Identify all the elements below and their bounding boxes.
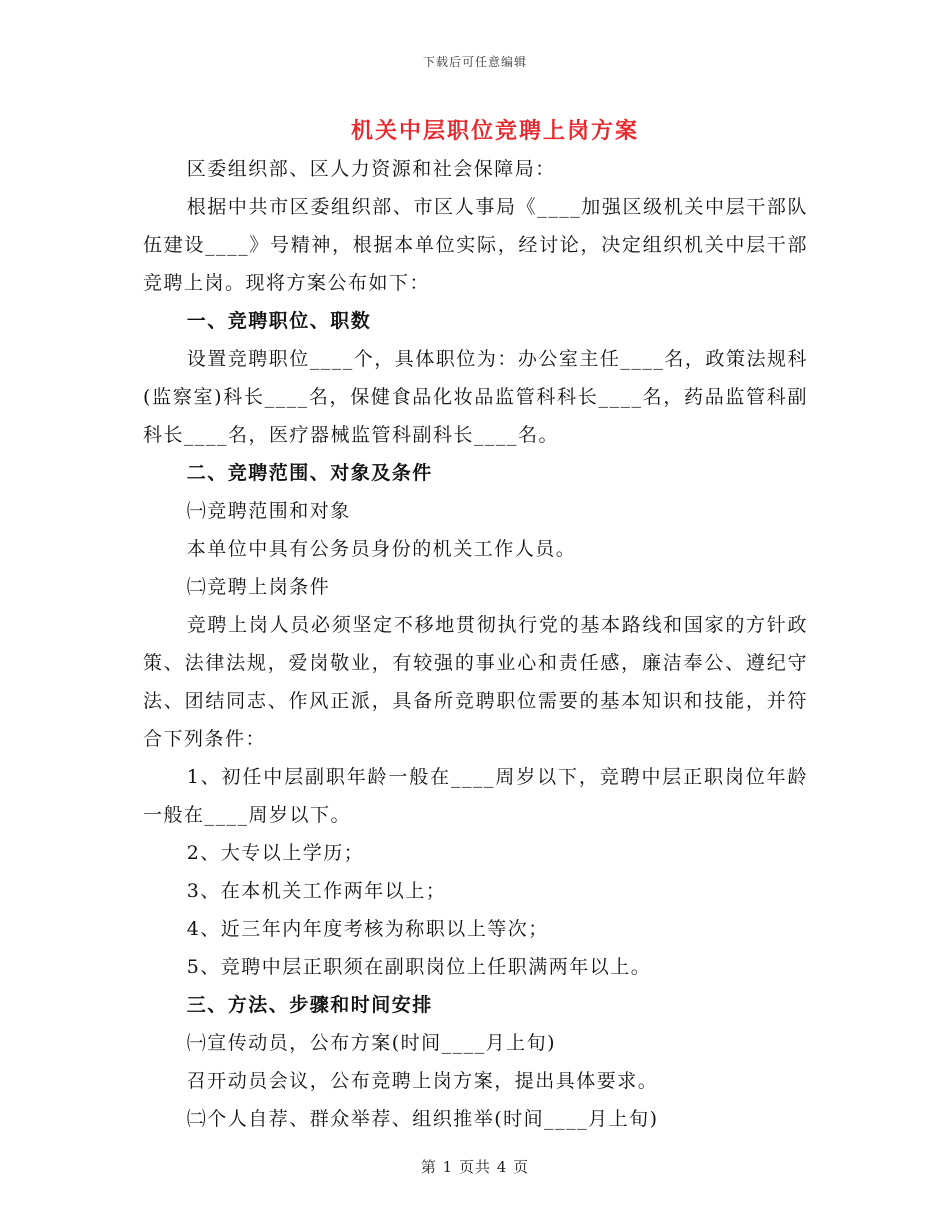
paragraph-intro: 根据中共市区委组织部、市区人事局《____加强区级机关中层干部队伍建设____》号精神，根据本单位实际，经讨论，决定组织机关中层干部竞聘上岗。现将方案公布如下： xyxy=(143,196,808,294)
paragraph-addressee: 区委组织部、区人力资源和社会保障局： xyxy=(186,158,556,180)
subheading-conditions: ㈡竞聘上岗条件 xyxy=(186,576,331,598)
document-title: 机关中层职位竞聘上岗方案 xyxy=(350,118,639,144)
document-body xyxy=(143,150,808,1138)
condition-item-2: 2、大专以上学历； xyxy=(186,842,365,864)
paragraph-conditions: 竞聘上岗人员必须坚定不移地贯彻执行党的基本路线和国家的方针政策、法律法规，爱岗敬业，有较强的事业心和责任感，廉洁奉公、遵纪守法、团结同志、作风正派，具备所竞聘职位需要的基本知识和技能，并符合下列条件： xyxy=(143,614,808,750)
paragraph-positions: 设置竞聘职位____个，具体职位为：办公室主任____名，政策法规科(监察室)科长____名，保健食品化妆品监管科科长____名，药品监管科副科长____名，医疗器械监管科副科长____名。 xyxy=(143,348,808,446)
condition-item-4: 4、近三年内年度考核为称职以上等次； xyxy=(186,918,549,940)
paragraph-mobilization: 召开动员会议，公布竞聘上岗方案，提出具体要求。 xyxy=(186,1070,659,1092)
subheading-scope: ㈠竞聘范围和对象 xyxy=(186,500,351,522)
paragraph-scope: 本单位中具有公务员身份的机关工作人员。 xyxy=(186,538,577,560)
condition-item-3: 3、在本机关工作两年以上； xyxy=(186,880,447,902)
subheading-mobilization: ㈠宣传动员，公布方案(时间____月上旬) xyxy=(186,1032,557,1054)
page-number: 第 1 页共 4 页 xyxy=(420,1158,530,1176)
page-header-note: 下载后可任意编辑 xyxy=(422,55,527,69)
condition-item-1: 1、初任中层副职年龄一般在____周岁以下，竞聘中层正职岗位年龄一般在____周岁以下。 xyxy=(143,766,808,826)
section-heading-positions: 一、竞聘职位、职数 xyxy=(186,310,372,332)
condition-item-5: 5、竞聘中层正职须在副职岗位上任职满两年以上。 xyxy=(186,956,652,978)
section-heading-methods: 三、方法、步骤和时间安排 xyxy=(186,994,433,1016)
subheading-recommendation: ㈡个人自荐、群众举荐、组织推举(时间____月上旬) xyxy=(186,1108,659,1130)
section-heading-scope: 二、竞聘范围、对象及条件 xyxy=(186,462,433,484)
